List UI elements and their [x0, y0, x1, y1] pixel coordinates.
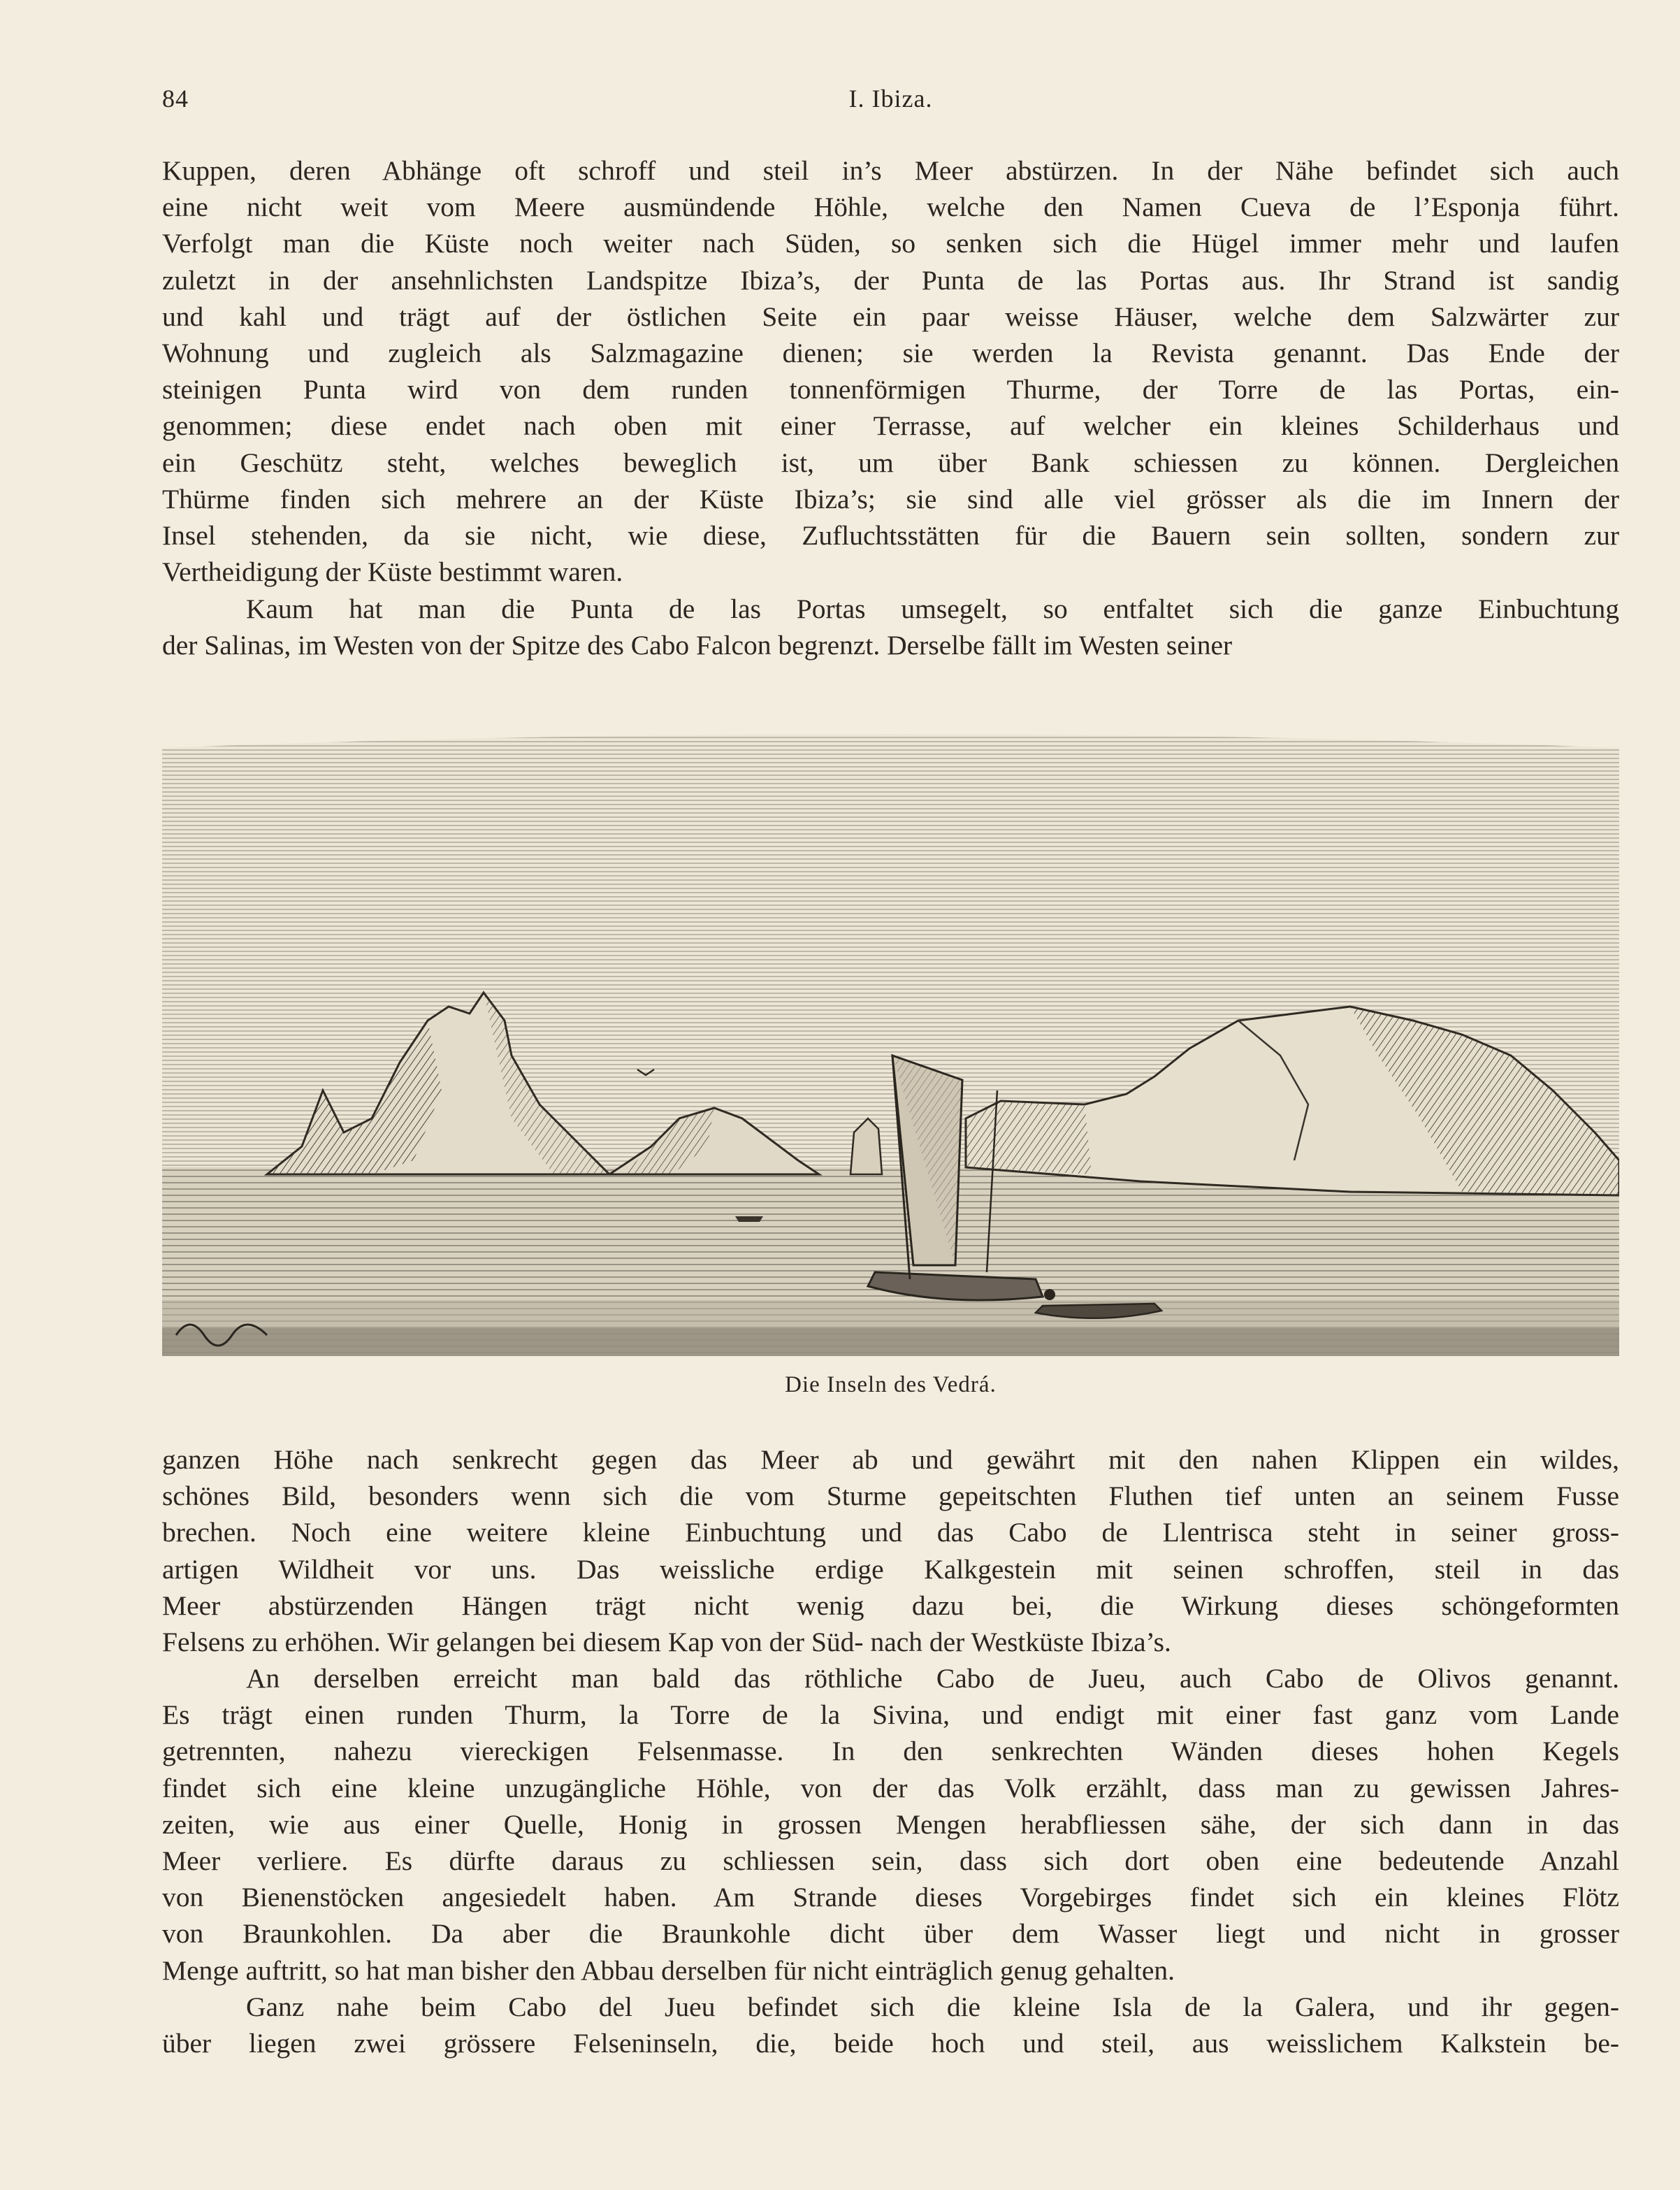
text-line: Menge auftritt, so hat man bisher den Abbau derselben für nicht einträglich genug gehalten. — [162, 1954, 1175, 1986]
text-line: eine nicht weit vom Meere ausmündende Höhle, welche den Namen Cueva de l’Esponja führt. — [162, 192, 1619, 223]
text-line: Kuppen, deren Abhänge oft schroff und steil in’s Meer abstürzen. In der Nähe befindet sich auch — [162, 155, 1619, 186]
running-title: I. Ibiza. — [848, 85, 933, 113]
text-line: brechen. Noch eine weitere kleine Einbuchtung und das Cabo de Llentrisca steht in seiner gross- — [162, 1517, 1619, 1548]
paragraph-4 — [162, 1660, 1619, 1989]
figure-caption: Die Inseln des Vedrá. — [785, 1372, 997, 1397]
text-line: schönes Bild, besonders wenn sich die vom Sturme gepeitschten Fluthen tief unten an seinem Fusse — [162, 1481, 1619, 1512]
text-line: zeiten, wie aus einer Quelle, Honig in grossen Mengen herabfliessen sähe, der sich dann in das — [162, 1808, 1619, 1840]
text-line: Verfolgt man die Küste noch weiter nach Süden, so senken sich die Hügel immer mehr und laufen — [162, 228, 1619, 259]
text-line: Es trägt einen runden Thurm, la Torre de la Sivina, und endigt mit einer fast ganz vom Lande — [162, 1699, 1619, 1731]
text-line: über liegen zwei grössere Felseninseln, die, beide hoch und steil, aus weisslichem Kalkstein be- — [162, 2028, 1619, 2059]
text-line: ganzen Höhe nach senkrecht gegen das Meer ab und gewährt mit den nahen Klippen ein wildes, — [162, 1444, 1619, 1475]
text-line: Meer abstürzenden Hängen trägt nicht wenig dazu bei, die Wirkung dieses schöngeformten — [162, 1590, 1619, 1621]
text-line: von Bienenstöcken angesiedelt haben. Am Strande dieses Vorgebirges findet sich ein kleines Flötz — [162, 1882, 1619, 1913]
text-line: Ganz nahe beim Cabo del Jueu befindet sich die kleine Isla de la Galera, und ihr gegen- — [246, 1991, 1619, 2022]
text-line: steinigen Punta wird von dem runden tonnenförmigen Thurme, der Torre de las Portas, ein- — [162, 374, 1619, 405]
paragraph-2 — [162, 591, 1619, 663]
text-line: Thürme finden sich mehrere an der Küste Ibiza’s; sie sind alle viel grösser als die im Innern der — [162, 483, 1619, 514]
text-line: Felsens zu erhöhen. Wir gelangen bei diesem Kap von der Süd- nach der Westküste Ibiza’s. — [162, 1627, 1171, 1658]
text-line: Vertheidigung der Küste bestimmt waren. — [162, 556, 623, 588]
page-number: 84 — [162, 85, 189, 113]
text-line: Kaum hat man die Punta de las Portas umsegelt, so entfaltet sich die ganze Einbuchtung — [246, 593, 1619, 624]
text-line: von Braunkohlen. Da aber die Braunkohle dicht über dem Wasser liegt und nicht in grosser — [162, 1918, 1619, 1950]
text-line: artigen Wildheit vor uns. Das weissliche erdige Kalkgestein mit seinen schroffen, steil in das — [162, 1553, 1619, 1585]
paragraph-1 — [162, 152, 1619, 590]
paragraph-3 — [162, 1441, 1619, 1660]
text-line: genommen; diese endet nach oben mit einer Terrasse, auf welcher ein kleines Schilderhaus und — [162, 410, 1619, 442]
running-header — [162, 84, 1619, 126]
text-line: Wohnung und zugleich als Salzmagazine dienen; sie werden la Revista genannt. Das Ende der — [162, 338, 1619, 369]
text-line: getrennten, nahezu viereckigen Felsenmasse. In den senkrechten Wänden dieses hohen Kegels — [162, 1736, 1619, 1767]
engraving-vedra-islands — [162, 727, 1619, 1356]
text-line: Meer verliere. Es dürfte daraus zu schliessen sein, dass sich dort oben eine bedeutende Anzahl — [162, 1845, 1619, 1877]
text-line: ein Geschütz steht, welches beweglich ist, um über Bank schiessen zu können. Dergleichen — [162, 447, 1619, 478]
text-line: zuletzt in der ansehnlichsten Landspitze Ibiza’s, der Punta de las Portas aus. Ihr Strand ist sandig — [162, 264, 1619, 296]
paragraph-5 — [162, 1989, 1619, 2061]
text-line: An derselben erreicht man bald das röthliche Cabo de Jueu, auch Cabo de Olivos genannt. — [246, 1663, 1619, 1694]
text-line: und kahl und trägt auf der östlichen Seite ein paar weisse Häuser, welche dem Salzwärter zur — [162, 301, 1619, 332]
text-line: findet sich eine kleine unzugängliche Höhle, von der das Volk erzählt, dass man zu gewissen Jahres- — [162, 1772, 1619, 1803]
text-line: der Salinas, im Westen von der Spitze des Cabo Falcon begrenzt. Derselbe fällt im Westen seiner — [162, 630, 1233, 661]
text-line: Insel stehenden, da sie nicht, wie diese, Zufluchtsstätten für die Bauern sein sollten, sondern zur — [162, 520, 1619, 552]
engraving-illustration — [162, 727, 1619, 1356]
